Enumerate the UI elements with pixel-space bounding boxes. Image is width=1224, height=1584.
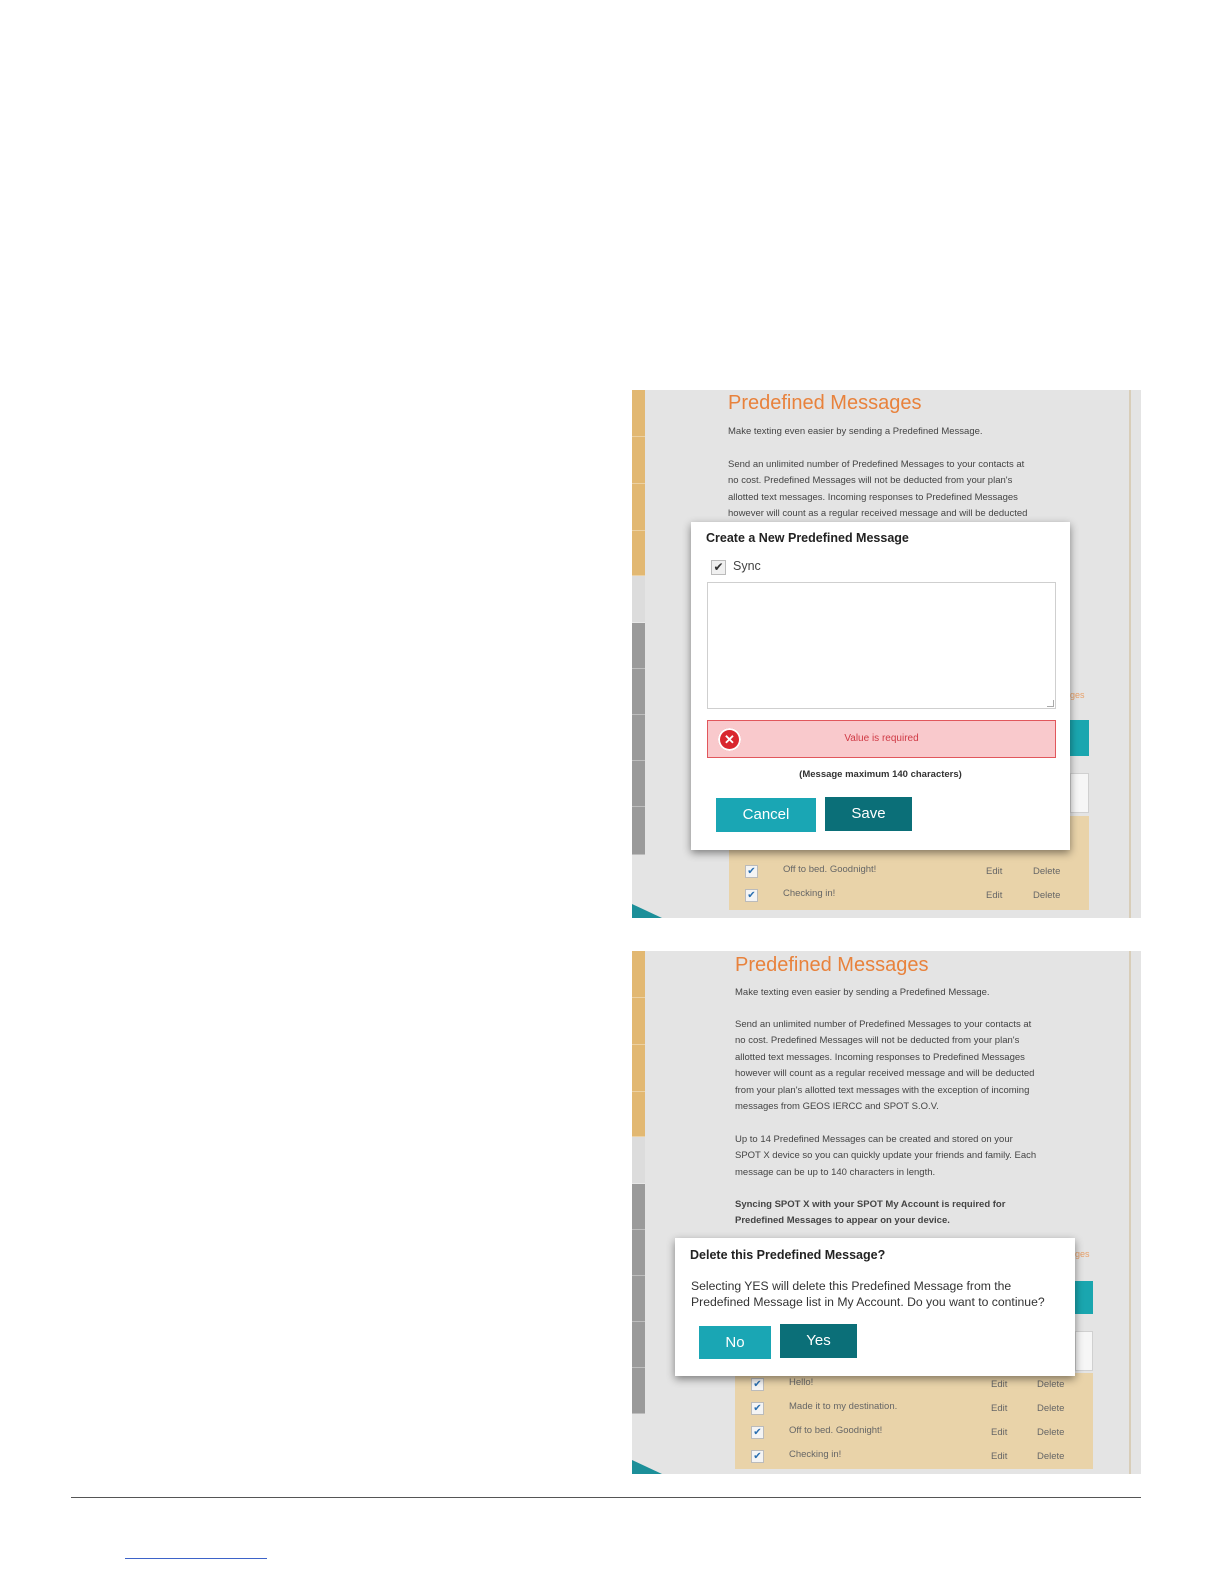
- edit-link[interactable]: Edit: [991, 1403, 1008, 1414]
- checkmark-icon: ✔: [713, 560, 724, 574]
- sidebar-item[interactable]: [632, 761, 645, 807]
- sidebar-item[interactable]: [632, 1184, 645, 1230]
- delete-link[interactable]: Delete: [1037, 1427, 1065, 1438]
- sidebar-item[interactable]: [632, 1322, 645, 1368]
- content-border: [1129, 390, 1131, 918]
- sidebar: [632, 951, 645, 1474]
- dialog-title: Delete this Predefined Message?: [690, 1248, 886, 1262]
- list-item: [735, 1445, 1093, 1467]
- delete-link[interactable]: Delete: [1037, 1403, 1065, 1414]
- message-text: Off to bed. Goodnight!: [789, 1425, 883, 1436]
- message-text: Hello!: [789, 1377, 814, 1388]
- checkmark-icon[interactable]: ✔: [751, 1402, 764, 1415]
- page-title: Predefined Messages: [735, 954, 929, 976]
- sidebar-item[interactable]: [632, 951, 645, 998]
- sidebar-item[interactable]: [632, 390, 645, 437]
- description-line: Predefined Messages to appear on your device.: [735, 1215, 950, 1227]
- dialog-body: Selecting YES will delete this Predefined Message from the Predefined Message list in My Account. Do you want to continue?: [691, 1279, 1045, 1309]
- edit-link[interactable]: Edit: [991, 1451, 1008, 1462]
- checkmark-icon[interactable]: ✔: [751, 1378, 764, 1391]
- edit-link[interactable]: Edit: [991, 1379, 1008, 1390]
- corner-decoration: [632, 1460, 662, 1474]
- sidebar-item[interactable]: [632, 669, 645, 715]
- description-line: no cost. Predefined Messages will not be deducted from your plan's: [735, 1035, 1020, 1047]
- description-line: allotted text messages. Incoming responses to Predefined Messages: [735, 1051, 1025, 1063]
- message-text: Checking in!: [789, 1449, 842, 1460]
- intro-text: Make texting even easier by sending a Predefined Message.: [728, 426, 983, 437]
- list-item: [729, 884, 1089, 906]
- checkmark-icon[interactable]: ✔: [745, 865, 758, 878]
- checkmark-icon[interactable]: ✔: [751, 1450, 764, 1463]
- sidebar-item-active[interactable]: [632, 1137, 645, 1184]
- delete-link[interactable]: Delete: [1037, 1451, 1065, 1462]
- delete-confirm-dialog: [675, 1238, 1075, 1376]
- message-list: [735, 1373, 1093, 1469]
- cancel-button[interactable]: Cancel: [716, 798, 816, 832]
- page-title: Predefined Messages: [728, 392, 922, 414]
- message-text: Off to bed. Goodnight!: [783, 864, 877, 875]
- description-line: message can be up to 140 characters in length.: [735, 1166, 936, 1178]
- sidebar-item[interactable]: [632, 1045, 645, 1092]
- footer-link-underline[interactable]: [125, 1558, 267, 1559]
- sidebar-item[interactable]: [632, 1092, 645, 1137]
- background-link-fragment: ges: [1070, 690, 1085, 700]
- sidebar-item[interactable]: [632, 715, 645, 761]
- corner-decoration: [632, 904, 662, 918]
- delete-link[interactable]: Delete: [1033, 866, 1061, 877]
- sidebar: [632, 390, 645, 918]
- page-divider: [71, 1497, 1141, 1498]
- list-item: [735, 1373, 1093, 1395]
- list-item: [729, 860, 1089, 882]
- description-line: Send an unlimited number of Predefined Messages to your contacts at: [728, 459, 1025, 470]
- description-line: Syncing SPOT X with your SPOT My Account is required for: [735, 1199, 1006, 1210]
- description-line: Send an unlimited number of Predefined Messages to your contacts at: [735, 1019, 1032, 1030]
- description-line: SPOT X device so you can quickly update your friends and family. Each: [735, 1150, 1037, 1162]
- background-input-fragment: [1070, 773, 1089, 813]
- sidebar-item[interactable]: [632, 531, 645, 576]
- description-line: messages from GEOS IERCC and SPOT S.O.V.: [735, 1101, 939, 1113]
- sidebar-item[interactable]: [632, 1368, 645, 1414]
- checkmark-icon[interactable]: ✔: [745, 889, 758, 902]
- save-button[interactable]: Save: [825, 797, 912, 831]
- intro-text: Make texting even easier by sending a Predefined Message.: [735, 987, 990, 998]
- background-button-fragment: [1070, 720, 1089, 756]
- sidebar-item-active[interactable]: [632, 576, 645, 623]
- sidebar-item[interactable]: [632, 623, 645, 669]
- delete-link[interactable]: Delete: [1033, 890, 1061, 901]
- sidebar-item[interactable]: [632, 484, 645, 531]
- yes-button[interactable]: Yes: [780, 1324, 857, 1358]
- list-item: [735, 1397, 1093, 1419]
- description-text: [735, 1017, 1065, 1115]
- sync-required-text: [735, 1197, 1065, 1230]
- delete-link[interactable]: Delete: [1037, 1379, 1065, 1390]
- background-input-fragment: [1075, 1331, 1093, 1371]
- sidebar-item[interactable]: [632, 998, 645, 1045]
- capacity-text: [735, 1132, 1065, 1181]
- description-line: no cost. Predefined Messages will not be deducted from your plan's: [728, 475, 1013, 487]
- message-text: Checking in!: [783, 888, 836, 899]
- error-text: Value is required: [844, 733, 919, 744]
- description-line: from your plan's allotted text messages with the exception of incoming: [735, 1084, 1030, 1096]
- screenshot-create-message: [632, 390, 1141, 918]
- description-text: [728, 457, 1058, 523]
- description-line: allotted text messages. Incoming responses to Predefined Messages: [728, 491, 1018, 503]
- description-line: however will count as a regular received message and will be deducted: [735, 1068, 1035, 1080]
- background-link-fragment: ges: [1075, 1249, 1090, 1259]
- dialog-title: Create a New Predefined Message: [706, 531, 909, 545]
- description-line: however will count as a regular received message and will be deducted: [728, 508, 1028, 520]
- create-message-dialog: [691, 522, 1070, 850]
- no-button[interactable]: No: [699, 1326, 771, 1359]
- sidebar-item[interactable]: [632, 807, 645, 855]
- list-item: [735, 1421, 1093, 1443]
- edit-link[interactable]: Edit: [991, 1427, 1008, 1438]
- sidebar-item[interactable]: [632, 437, 645, 484]
- message-text: Made it to my destination.: [789, 1401, 898, 1412]
- description-line: Up to 14 Predefined Messages can be created and stored on your: [735, 1134, 1013, 1145]
- edit-link[interactable]: Edit: [986, 890, 1003, 901]
- error-x-icon: ✕: [718, 728, 741, 751]
- error-message-box: [707, 720, 1056, 758]
- message-textarea[interactable]: [707, 582, 1056, 709]
- sidebar-item[interactable]: [632, 1276, 645, 1322]
- content-border: [1129, 951, 1131, 1474]
- background-button-fragment: [1075, 1281, 1093, 1314]
- sync-checkbox[interactable]: [711, 560, 726, 575]
- sidebar-item[interactable]: [632, 1230, 645, 1276]
- edit-link[interactable]: Edit: [986, 866, 1003, 877]
- screenshot-delete-message: [632, 951, 1141, 1474]
- character-limit-note: (Message maximum 140 characters): [799, 769, 962, 780]
- sync-label: Sync: [733, 559, 761, 573]
- checkmark-icon[interactable]: ✔: [751, 1426, 764, 1439]
